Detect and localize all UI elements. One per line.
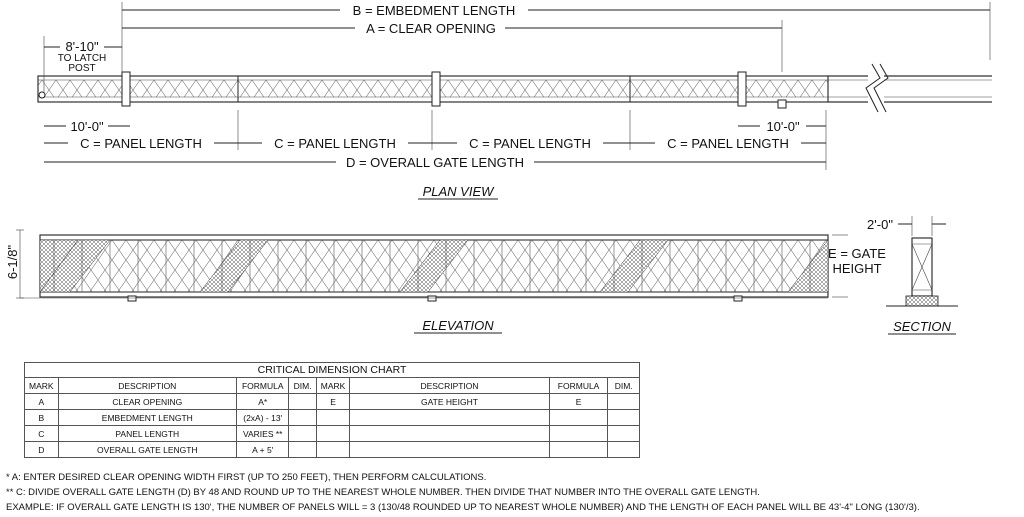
header-mark: MARK (25, 378, 59, 394)
table-row (25, 442, 640, 458)
cell-description: GATE HEIGHT (350, 394, 549, 410)
elevation-height-dim: 6-1/8" (5, 244, 20, 280)
cell-description: OVERALL GATE LENGTH (58, 442, 236, 458)
cell-formula: VARIES ** (236, 426, 288, 442)
cell-mark: C (25, 426, 59, 442)
cell-formula: A + 5' (236, 442, 288, 458)
header-mark-2: MARK (316, 378, 350, 394)
cell-description: CLEAR OPENING (58, 394, 236, 410)
overall-gate-length-label: D = OVERALL GATE LENGTH (345, 155, 525, 170)
cell-dim[interactable] (289, 426, 316, 442)
cell-mark (316, 442, 350, 458)
cell-description (350, 442, 549, 458)
break-line (866, 64, 880, 112)
chart-header-row (25, 378, 640, 394)
cell-dim[interactable] (289, 442, 316, 458)
chart-title: CRITICAL DIMENSION CHART (24, 362, 640, 377)
dim-overall-gate-length (44, 155, 826, 170)
right-ten-label: 10'-0" (766, 119, 800, 134)
dim-clear-opening (122, 20, 782, 72)
cell-mark (316, 426, 350, 442)
cell-dim[interactable] (608, 442, 640, 458)
cell-dim[interactable] (608, 410, 640, 426)
cell-formula: A* (236, 394, 288, 410)
panel-length-1: C = PANEL LENGTH (80, 136, 202, 151)
section-width-dim: 2'-0" (867, 217, 893, 232)
panel-length-2: C = PANEL LENGTH (274, 136, 396, 151)
cell-mark: A (25, 394, 59, 410)
to-latch-value: 8'-10" (65, 39, 99, 54)
header-formula-2: FORMULA (549, 378, 608, 394)
cell-mark: D (25, 442, 59, 458)
cell-formula: (2xA) - 13' (236, 410, 288, 426)
dim-embedment-length (122, 2, 990, 72)
cell-description (350, 410, 549, 426)
dim-left-ten (44, 119, 130, 134)
panel-length-3: C = PANEL LENGTH (469, 136, 591, 151)
note-example: EXAMPLE: IF OVERALL GATE LENGTH IS 130', THE NUMBER OF PANELS WILL = 3 (130/48 ROUNDED UP TO NEAREST WHOLE NUMBER) AND THE LENGTH OF EACH PANEL WILL BE 43'-4" LONG (130'/3). (6, 502, 920, 513)
table-row (25, 426, 640, 442)
panel-length-4: C = PANEL LENGTH (667, 136, 789, 151)
to-latch-label-2: POST (68, 63, 96, 74)
elevation-view (5, 230, 886, 333)
section-title: SECTION (893, 319, 951, 334)
cell-formula (549, 410, 608, 426)
plan-view (38, 2, 992, 199)
table-row (25, 394, 640, 410)
header-dim-2: DIM. (608, 378, 640, 394)
cell-mark: B (25, 410, 59, 426)
cell-dim[interactable] (289, 394, 316, 410)
plan-gate-body (38, 64, 992, 112)
cell-mark: E (316, 394, 350, 410)
cell-description: EMBEDMENT LENGTH (58, 410, 236, 426)
gate-height-label-2: HEIGHT (832, 261, 882, 276)
cell-dim[interactable] (608, 394, 640, 410)
cell-dim[interactable] (289, 410, 316, 426)
cell-dim[interactable] (608, 426, 640, 442)
embedment-length-label: B = EMBEDMENT LENGTH (352, 3, 516, 18)
elevation-title: ELEVATION (422, 318, 494, 333)
notes (6, 470, 1022, 515)
header-description-2: DESCRIPTION (350, 378, 549, 394)
note-c: ** C: DIVIDE OVERALL GATE LENGTH (D) BY 48 AND ROUND UP TO THE NEAREST WHOLE NUMBER. THEN DIVIDE THAT NUMBER INTO THE OVERALL GATE LENGTH. (6, 487, 760, 498)
to-latch-label-1: TO LATCH (57, 53, 107, 64)
cell-formula (549, 426, 608, 442)
cell-formula (549, 442, 608, 458)
gate-height-label-1: E = GATE (828, 246, 886, 261)
table-row (25, 410, 640, 426)
cell-formula: E (549, 394, 608, 410)
section-footing (906, 296, 938, 306)
cell-mark (316, 410, 350, 426)
header-formula: FORMULA (236, 378, 288, 394)
clear-opening-label: A = CLEAR OPENING (366, 21, 496, 36)
note-a: * A: ENTER DESIRED CLEAR OPENING WIDTH FIRST (UP TO 250 FEET), THEN PERFORM CALCULATIONS. (6, 472, 487, 483)
plan-view-title: PLAN VIEW (422, 184, 494, 199)
cell-description (350, 426, 549, 442)
header-description: DESCRIPTION (58, 378, 236, 394)
header-dim: DIM. (289, 378, 316, 394)
dim-panel-lengths (44, 110, 826, 151)
cell-description: PANEL LENGTH (58, 426, 236, 442)
left-ten-label: 10'-0" (70, 119, 104, 134)
critical-dimension-chart (24, 362, 640, 458)
